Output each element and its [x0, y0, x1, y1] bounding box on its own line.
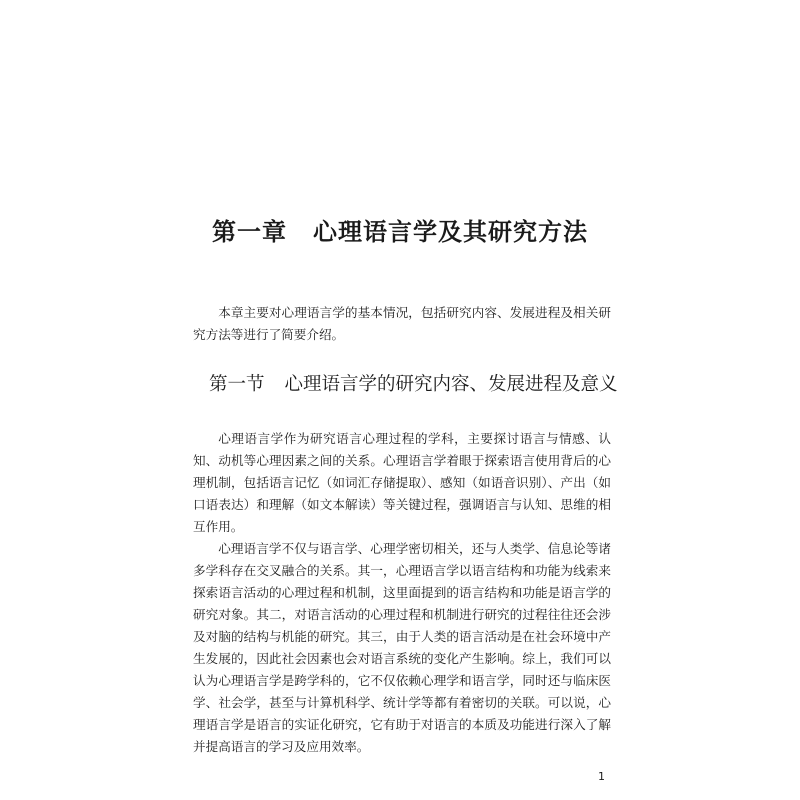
section-number: 第一节	[209, 374, 265, 395]
body-text	[193, 428, 611, 758]
chapter-number: 第一章	[212, 217, 287, 246]
page-number: 1	[598, 770, 605, 783]
paragraph: 心理语言学不仅与语言学、心理学密切相关，还与人类学、信息论等诸多学科存在交叉融合的关系。其一，心理语言学以语言结构和功能为线索来探索语言活动的心理过程和机制，这里面提到的语言结构和功能是语言学的研究对象。其二，对语言活动的心理过程和机制进行研究的过程往往还会涉及对脑的结构与机能的研究。其三，由于人类的语言活动是在社会环境中产生发展的，因此社会因素也会对语言系统的变化产生影响。综上，我们可以认为心理语言学是跨学科的，它不仅依赖心理学和语言学，同时还与临床医学、社会学，甚至与计算机科学、统计学等都有着密切的关联。可以说，心理语言学是语言的实证化研究，它有助于对语言的本质及功能进行深入了解并提高语言的学习及应用效率。	[193, 541, 611, 754]
chapter-intro: 本章主要对心理语言学的基本情况，包括研究内容、发展进程及相关研究方法等进行了简要介绍。	[193, 305, 611, 342]
paragraph: 心理语言学作为研究语言心理过程的学科，主要探讨语言与情感、认知、动机等心理因素之间的关系。心理语言学着眼于探索语言使用背后的心理机制，包括语言记忆（如词汇存储提取）、感知（如语音识别）、产出（如口语表达）和理解（如文本解读）等关键过程，强调语言与认知、思维的相互作用。	[193, 431, 611, 534]
chapter-title	[0, 212, 800, 247]
section-title	[209, 370, 629, 396]
chapter-title-text: 心理语言学及其研究方法	[313, 217, 588, 246]
section-title-text: 心理语言学的研究内容、发展进程及意义	[284, 374, 618, 395]
